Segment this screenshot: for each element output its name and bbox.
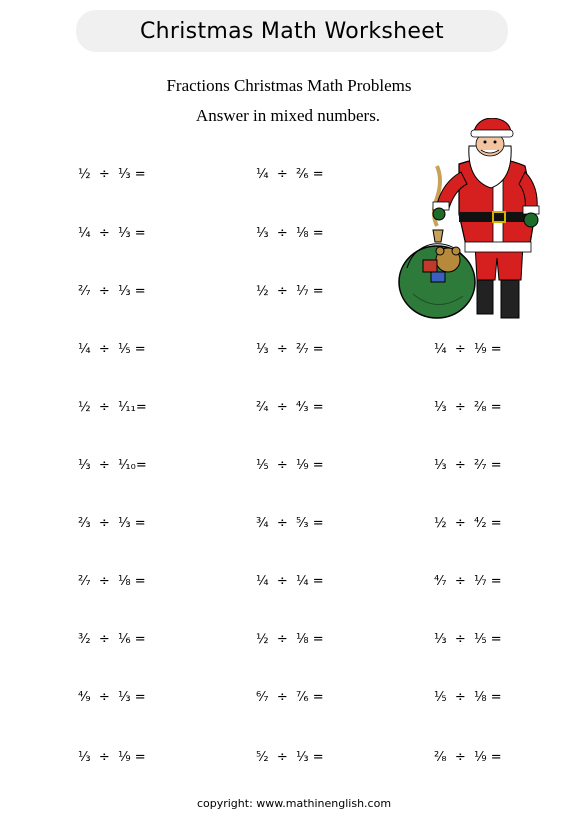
problem-item: ½ ÷ ⁴⁄₂ = xyxy=(434,516,502,531)
problem-item: ¼ ÷ ⅑ = xyxy=(434,342,502,357)
problem-item: ⁶⁄₇ ÷ ⁷⁄₆ = xyxy=(256,690,324,705)
problem-item: ⅔ ÷ ⅓ = xyxy=(78,516,146,531)
problem-item: ⅓ ÷ ²⁄₇ = xyxy=(256,342,324,357)
problem-item: ⁴⁄₇ ÷ ⅐ = xyxy=(434,574,502,589)
santa-illustration xyxy=(393,118,543,326)
problem-item: ⅓ ÷ ⅕ = xyxy=(434,632,502,647)
problem-item: ⁵⁄₂ ÷ ⅓ = xyxy=(256,750,324,765)
problem-item: ³⁄₂ ÷ ⅙ = xyxy=(78,632,146,647)
worksheet-title: Christmas Math Worksheet xyxy=(140,18,444,44)
problem-item: ⅓ ÷ ²⁄₈ = xyxy=(434,400,502,415)
problem-item: ½ ÷ ⅐ = xyxy=(256,284,324,299)
worksheet-instruction: Answer in mixed numbers. xyxy=(195,106,381,125)
title-bar xyxy=(76,10,508,52)
problem-item: ⅓ ÷ ⅑ = xyxy=(78,750,146,765)
worksheet-subtitle: Fractions Christmas Math Problems xyxy=(166,76,412,95)
problem-item: ⅕ ÷ ⅛ = xyxy=(434,690,502,705)
problem-item: ½ ÷ ⅓ = xyxy=(78,167,146,182)
problem-item: ½ ÷ ¹⁄₁₁= xyxy=(78,400,147,415)
problem-item: ¾ ÷ ⁵⁄₃ = xyxy=(256,516,324,531)
problem-item: ¼ ÷ ²⁄₆ = xyxy=(256,167,324,182)
problem-item: ²⁄₈ ÷ ⅑ = xyxy=(434,750,502,765)
problem-item: ½ ÷ ⅛ = xyxy=(256,632,324,647)
problem-item: ²⁄₇ ÷ ⅓ = xyxy=(78,284,146,299)
problem-item: ⁴⁄₉ ÷ ⅓ = xyxy=(78,690,146,705)
copyright-footer: copyright: www.mathinenglish.com xyxy=(196,797,392,810)
problem-item: ⅓ ÷ ²⁄₇ = xyxy=(434,458,502,473)
problem-item: ⅓ ÷ ⅛ = xyxy=(256,226,324,241)
problem-item: ¼ ÷ ⅓ = xyxy=(78,226,146,241)
problem-item: ⅓ ÷ ¹⁄₁₀= xyxy=(78,458,147,473)
problem-item: ²⁄₇ ÷ ⅛ = xyxy=(78,574,146,589)
problem-item: ¼ ÷ ¼ = xyxy=(256,574,324,589)
problem-item: ²⁄₄ ÷ ⁴⁄₃ = xyxy=(256,400,324,415)
problem-item: ¼ ÷ ⅕ = xyxy=(78,342,146,357)
problem-item: ⅕ ÷ ⅑ = xyxy=(256,458,324,473)
